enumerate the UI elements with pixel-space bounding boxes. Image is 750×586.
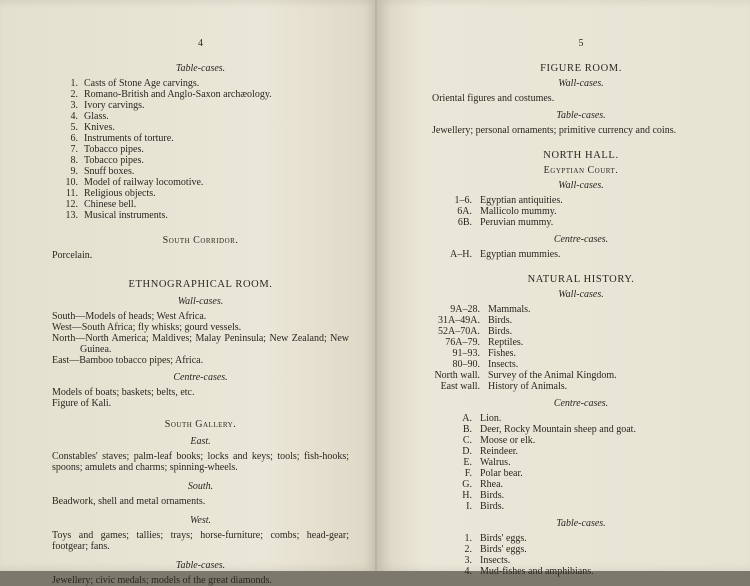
section-subheading: Centre-cases. xyxy=(553,398,609,409)
item-text: Romano-British and Anglo-Saxon archæology. xyxy=(84,89,272,100)
item-text: Model of railway locomotive. xyxy=(84,177,204,188)
item-text: Insects. xyxy=(480,555,511,566)
item-text: Survey of the Animal Kingdom. xyxy=(488,370,617,381)
nh-wall-list xyxy=(432,304,730,392)
item-number: 5. xyxy=(70,122,78,133)
egypt-wall-list xyxy=(432,195,730,228)
list-item xyxy=(52,144,349,155)
section-subheading: Centre-cases. xyxy=(553,234,609,245)
item-text: Deer, Rocky Mountain sheep and goat. xyxy=(480,424,636,435)
section-subheading: East. xyxy=(190,436,211,447)
item-number: C. xyxy=(462,435,472,446)
item-text: Instruments of torture. xyxy=(84,133,174,144)
section-heading: Egyptian Court. xyxy=(543,165,619,176)
item-text: Reptiles. xyxy=(488,337,524,348)
item-number: A. xyxy=(462,413,472,424)
item-number: 3. xyxy=(464,555,472,566)
item-number: B. xyxy=(462,424,472,435)
section-subheading: West. xyxy=(189,515,212,526)
list-item xyxy=(52,177,349,188)
list-item xyxy=(52,133,349,144)
room-heading: NORTH HALL. xyxy=(543,150,619,161)
item-number: D. xyxy=(462,446,472,457)
list-item: Models of boats; baskets; belts, etc. xyxy=(52,387,195,398)
item-text: Birds. xyxy=(480,490,505,501)
list-item xyxy=(432,446,730,457)
item-number: 13. xyxy=(65,210,78,221)
item-text: Mud-fishes and amphibians. xyxy=(480,566,594,577)
list-item xyxy=(52,210,349,221)
right-page xyxy=(377,0,750,577)
item-number: 91–93. xyxy=(452,348,480,359)
list-item xyxy=(432,304,730,315)
list-item xyxy=(432,381,730,392)
item-number: 4. xyxy=(70,111,78,122)
item-number: 6A. xyxy=(457,206,472,217)
table-cases-list xyxy=(52,78,349,221)
item-text: Egyptian antiquities. xyxy=(480,195,563,206)
section-heading: South Corridor. xyxy=(162,235,239,246)
list-item xyxy=(432,337,730,348)
section-subheading: Wall-cases. xyxy=(177,296,224,307)
section-heading: South Gallery. xyxy=(164,419,237,430)
item-number: 4. xyxy=(464,566,472,577)
item-text: Walrus. xyxy=(480,457,511,468)
list-item xyxy=(432,326,730,337)
item-number: 9. xyxy=(70,166,78,177)
list-item xyxy=(432,555,730,566)
item-text: Peruvian mummy. xyxy=(480,217,554,228)
item-number: 31A–49A. xyxy=(438,315,480,326)
section-subheading: Wall-cases. xyxy=(558,78,604,89)
item-number: I. xyxy=(466,501,472,512)
body-text: Oriental figures and costumes. xyxy=(432,93,555,104)
nh-table-list xyxy=(432,533,730,577)
ethno-wall-list xyxy=(52,311,349,366)
list-item xyxy=(432,468,730,479)
list-item xyxy=(432,435,730,446)
list-item xyxy=(432,359,730,370)
list-item xyxy=(432,348,730,359)
section-subheading: Wall-cases. xyxy=(558,180,604,191)
list-item xyxy=(432,501,730,512)
list-item: North—North America; Maldives; Malay Peninsula; New Zealand; New Guinea. xyxy=(52,333,349,355)
list-item xyxy=(52,199,349,210)
list-item: East—Bamboo tobacco pipes; Africa. xyxy=(52,355,204,366)
list-item xyxy=(52,155,349,166)
item-number: 10. xyxy=(65,177,78,188)
section-subheading: South. xyxy=(187,481,214,492)
item-text: Rhea. xyxy=(480,479,504,490)
list-item xyxy=(432,206,730,217)
item-number: 1. xyxy=(464,533,472,544)
list-item xyxy=(432,217,730,228)
list-item xyxy=(432,413,730,424)
item-text: Birds. xyxy=(488,315,513,326)
body-text: Jewellery; civic medals; models of the great diamonds. xyxy=(52,575,272,586)
list-item xyxy=(432,457,730,468)
room-heading: NATURAL HISTORY. xyxy=(527,274,635,285)
room-heading: ETHNOGRAPHICAL ROOM. xyxy=(128,279,273,290)
item-number: 1. xyxy=(70,78,78,89)
list-item xyxy=(432,249,730,260)
list-item xyxy=(432,370,730,381)
section-subheading: Table-cases. xyxy=(556,110,606,121)
item-number: 6. xyxy=(70,133,78,144)
item-text: Lion. xyxy=(480,413,502,424)
item-text: Ivory carvings. xyxy=(84,100,145,111)
item-number: 12. xyxy=(65,199,78,210)
list-item xyxy=(432,479,730,490)
list-item xyxy=(52,89,349,100)
item-number: 52A–70A. xyxy=(438,326,480,337)
ethno-centre-list xyxy=(52,387,349,409)
item-text: Birds' eggs. xyxy=(480,533,527,544)
item-text: Polar bear. xyxy=(480,468,523,479)
item-number: 8. xyxy=(70,155,78,166)
item-number: 6B. xyxy=(457,217,472,228)
list-item xyxy=(432,566,730,577)
list-item xyxy=(432,490,730,501)
item-number: East wall. xyxy=(440,381,480,392)
item-text: Insects. xyxy=(488,359,519,370)
item-number: 3. xyxy=(70,100,78,111)
list-item xyxy=(52,78,349,89)
item-number: 11. xyxy=(65,188,78,199)
item-text: Glass. xyxy=(84,111,109,122)
body-text: Jewellery; personal ornaments; primitive currency and coins. xyxy=(432,125,677,136)
list-item xyxy=(52,188,349,199)
item-text: Reindeer. xyxy=(480,446,519,457)
item-text: Snuff boxes. xyxy=(84,166,135,177)
item-text: Tobacco pipes. xyxy=(84,144,144,155)
item-text: Knives. xyxy=(84,122,115,133)
list-item xyxy=(52,166,349,177)
section-subheading: Wall-cases. xyxy=(558,289,604,300)
item-text: Birds. xyxy=(480,501,505,512)
item-text: Mammals. xyxy=(488,304,531,315)
page-number: 5 xyxy=(578,38,584,49)
item-text: Birds. xyxy=(488,326,513,337)
section-subheading: Table-cases. xyxy=(556,518,606,529)
page-number: 4 xyxy=(198,38,203,49)
list-item xyxy=(432,533,730,544)
list-item xyxy=(432,195,730,206)
item-number: 1–6. xyxy=(454,195,472,206)
item-text: Casts of Stone Age carvings. xyxy=(84,78,200,89)
section-subheading: Centre-cases. xyxy=(173,372,228,383)
body-text: Porcelain. xyxy=(52,250,93,261)
item-text: Moose or elk. xyxy=(480,435,536,446)
item-number: 2. xyxy=(70,89,78,100)
item-text: History of Animals. xyxy=(488,381,568,392)
item-number: G. xyxy=(462,479,472,490)
list-item xyxy=(52,111,349,122)
body-text: Toys and games; tallies; trays; horse-furniture; combs; head-gear; footgear; fans. xyxy=(52,530,349,552)
item-number: 9A–28. xyxy=(450,304,480,315)
item-text: Fishes. xyxy=(488,348,517,359)
section-subheading: Table-cases. xyxy=(175,560,226,571)
item-number: A–H. xyxy=(450,249,472,260)
item-text: Religious objects. xyxy=(84,188,156,199)
body-text: Beadwork, shell and metal ornaments. xyxy=(52,496,206,507)
list-item xyxy=(432,315,730,326)
item-number: 80–90. xyxy=(452,359,480,370)
section-subheading: Table-cases. xyxy=(175,63,226,74)
item-number: North wall. xyxy=(434,370,480,381)
item-text: Mallicolo mummy. xyxy=(480,206,557,217)
nh-centre-list xyxy=(432,413,730,512)
item-number: 2. xyxy=(464,544,472,555)
item-text: Egyptian mummies. xyxy=(480,249,561,260)
item-text: Chinese bell. xyxy=(84,199,137,210)
list-item xyxy=(432,544,730,555)
list-item: Figure of Kali. xyxy=(52,398,112,409)
list-item xyxy=(52,100,349,111)
item-number: 7. xyxy=(70,144,78,155)
item-number: 76A–79. xyxy=(445,337,480,348)
list-item xyxy=(52,122,349,133)
room-heading: FIGURE ROOM. xyxy=(540,63,622,74)
egypt-centre-list xyxy=(432,249,730,260)
list-item: West—South Africa; fly whisks; gourd vessels. xyxy=(52,322,242,333)
item-text: Tobacco pipes. xyxy=(84,155,144,166)
list-item xyxy=(432,424,730,435)
item-text: Birds' eggs. xyxy=(480,544,527,555)
item-number: E. xyxy=(463,457,472,468)
item-number: F. xyxy=(464,468,472,479)
item-number: H. xyxy=(462,490,472,501)
body-text: Constables' staves; palm-leaf books; locks and keys; tools; fish-hooks; spoons; amulets and charms; spinning-wheels. xyxy=(52,451,349,473)
list-item: South—Models of heads; West Africa. xyxy=(52,311,207,322)
item-text: Musical instruments. xyxy=(84,210,168,221)
